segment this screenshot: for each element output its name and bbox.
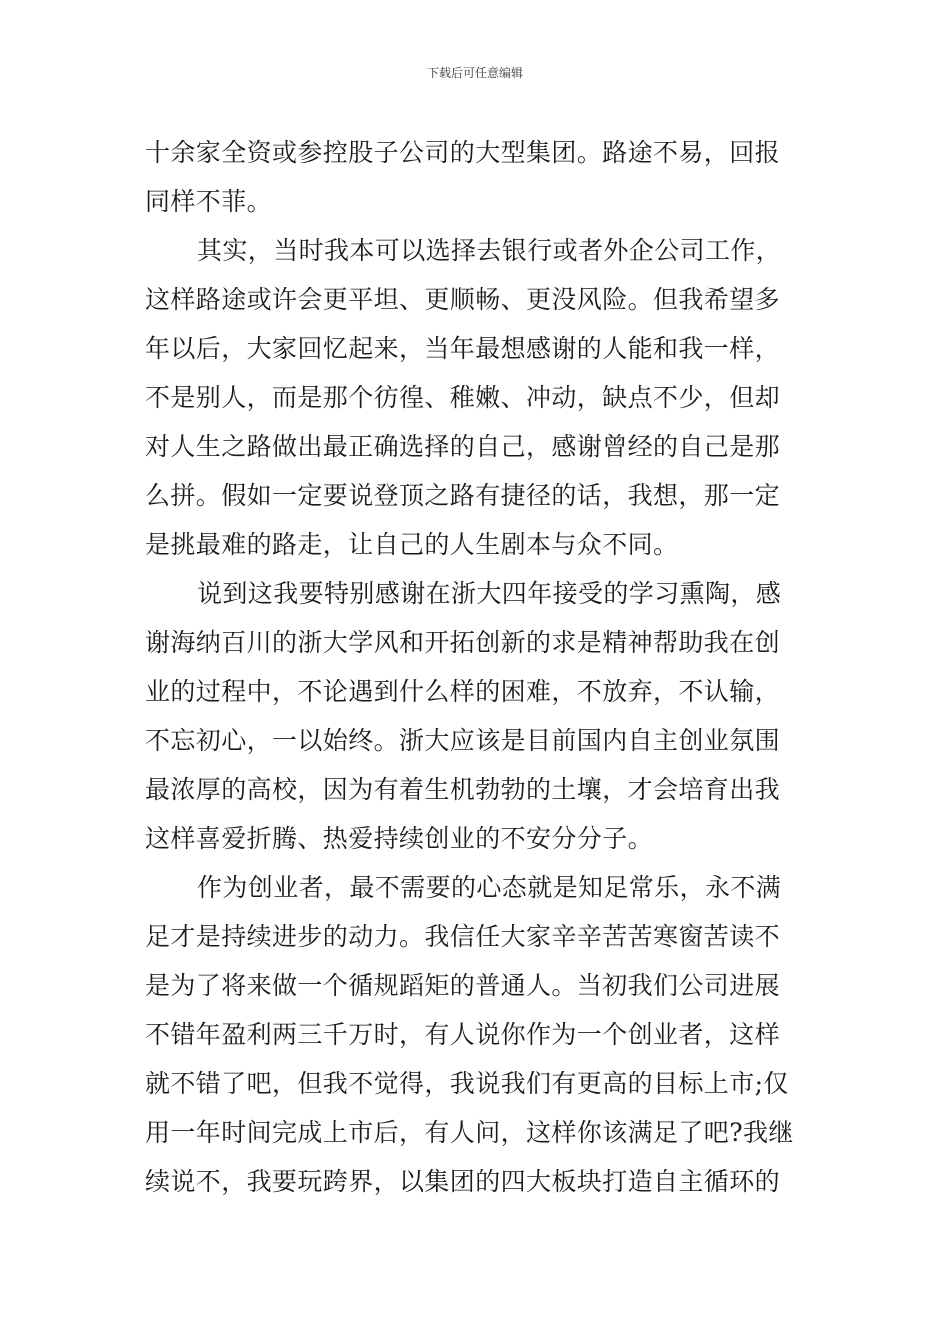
text-line: 这样喜爱折腾、热爱持续创业的不安分分子。	[145, 824, 654, 853]
text-line: 用一年时间完成上市后，有人问，这样你该满足了吧?我继	[145, 1118, 794, 1147]
text-line: 是挑最难的路走，让自己的人生剧本与众不同。	[145, 530, 679, 559]
text-line: 么拼。假如一定要说登顶之路有捷径的话，我想，那一定	[145, 481, 781, 510]
text-line: 最浓厚的高校，因为有着生机勃勃的土壤，才会培育出我	[145, 775, 781, 804]
text-line: 足才是持续进步的动力。我信任大家辛辛苦苦寒窗苦读不	[145, 922, 781, 951]
text-line: 对人生之路做出最正确选择的自己，感谢曾经的自己是那	[145, 432, 781, 461]
paragraph-start-line: 说到这我要特别感谢在浙大四年接受的学习熏陶，感	[197, 579, 782, 608]
text-line: 同样不菲。	[145, 187, 273, 216]
text-line: 是为了将来做一个循规蹈矩的普通人。当初我们公司进展	[145, 971, 781, 1000]
paragraph-start-line: 作为创业者，最不需要的心态就是知足常乐，永不满	[197, 873, 782, 902]
text-line: 不是别人，而是那个彷徨、稚嫩、冲动，缺点不少，但却	[145, 383, 781, 412]
paragraph-start-line: 其实，当时我本可以选择去银行或者外企公司工作，	[197, 236, 782, 265]
text-line: 年以后，大家回忆起来，当年最想感谢的人能和我一样，	[145, 334, 781, 363]
body-text	[145, 128, 815, 1206]
text-line: 不忘初心，一以始终。浙大应该是目前国内自主创业氛围	[145, 726, 781, 755]
text-line: 谢海纳百川的浙大学风和开拓创新的求是精神帮助我在创	[145, 628, 781, 657]
text-line: 这样路途或许会更平坦、更顺畅、更没风险。但我希望多	[145, 285, 781, 314]
text-line: 续说不，我要玩跨界，以集团的四大板块打造自主循环的	[145, 1167, 781, 1196]
text-line: 就不错了吧，但我不觉得，我说我们有更高的目标上市;仅	[145, 1069, 789, 1098]
page-header: 下载后可任意编辑	[426, 66, 523, 80]
text-line: 十余家全资或参控股子公司的大型集团。路途不易，回报	[145, 138, 781, 167]
text-line: 业的过程中，不论遇到什么样的困难，不放弃，不认输，	[145, 677, 781, 706]
text-line: 不错年盈利两三千万时，有人说你作为一个创业者，这样	[145, 1020, 781, 1049]
